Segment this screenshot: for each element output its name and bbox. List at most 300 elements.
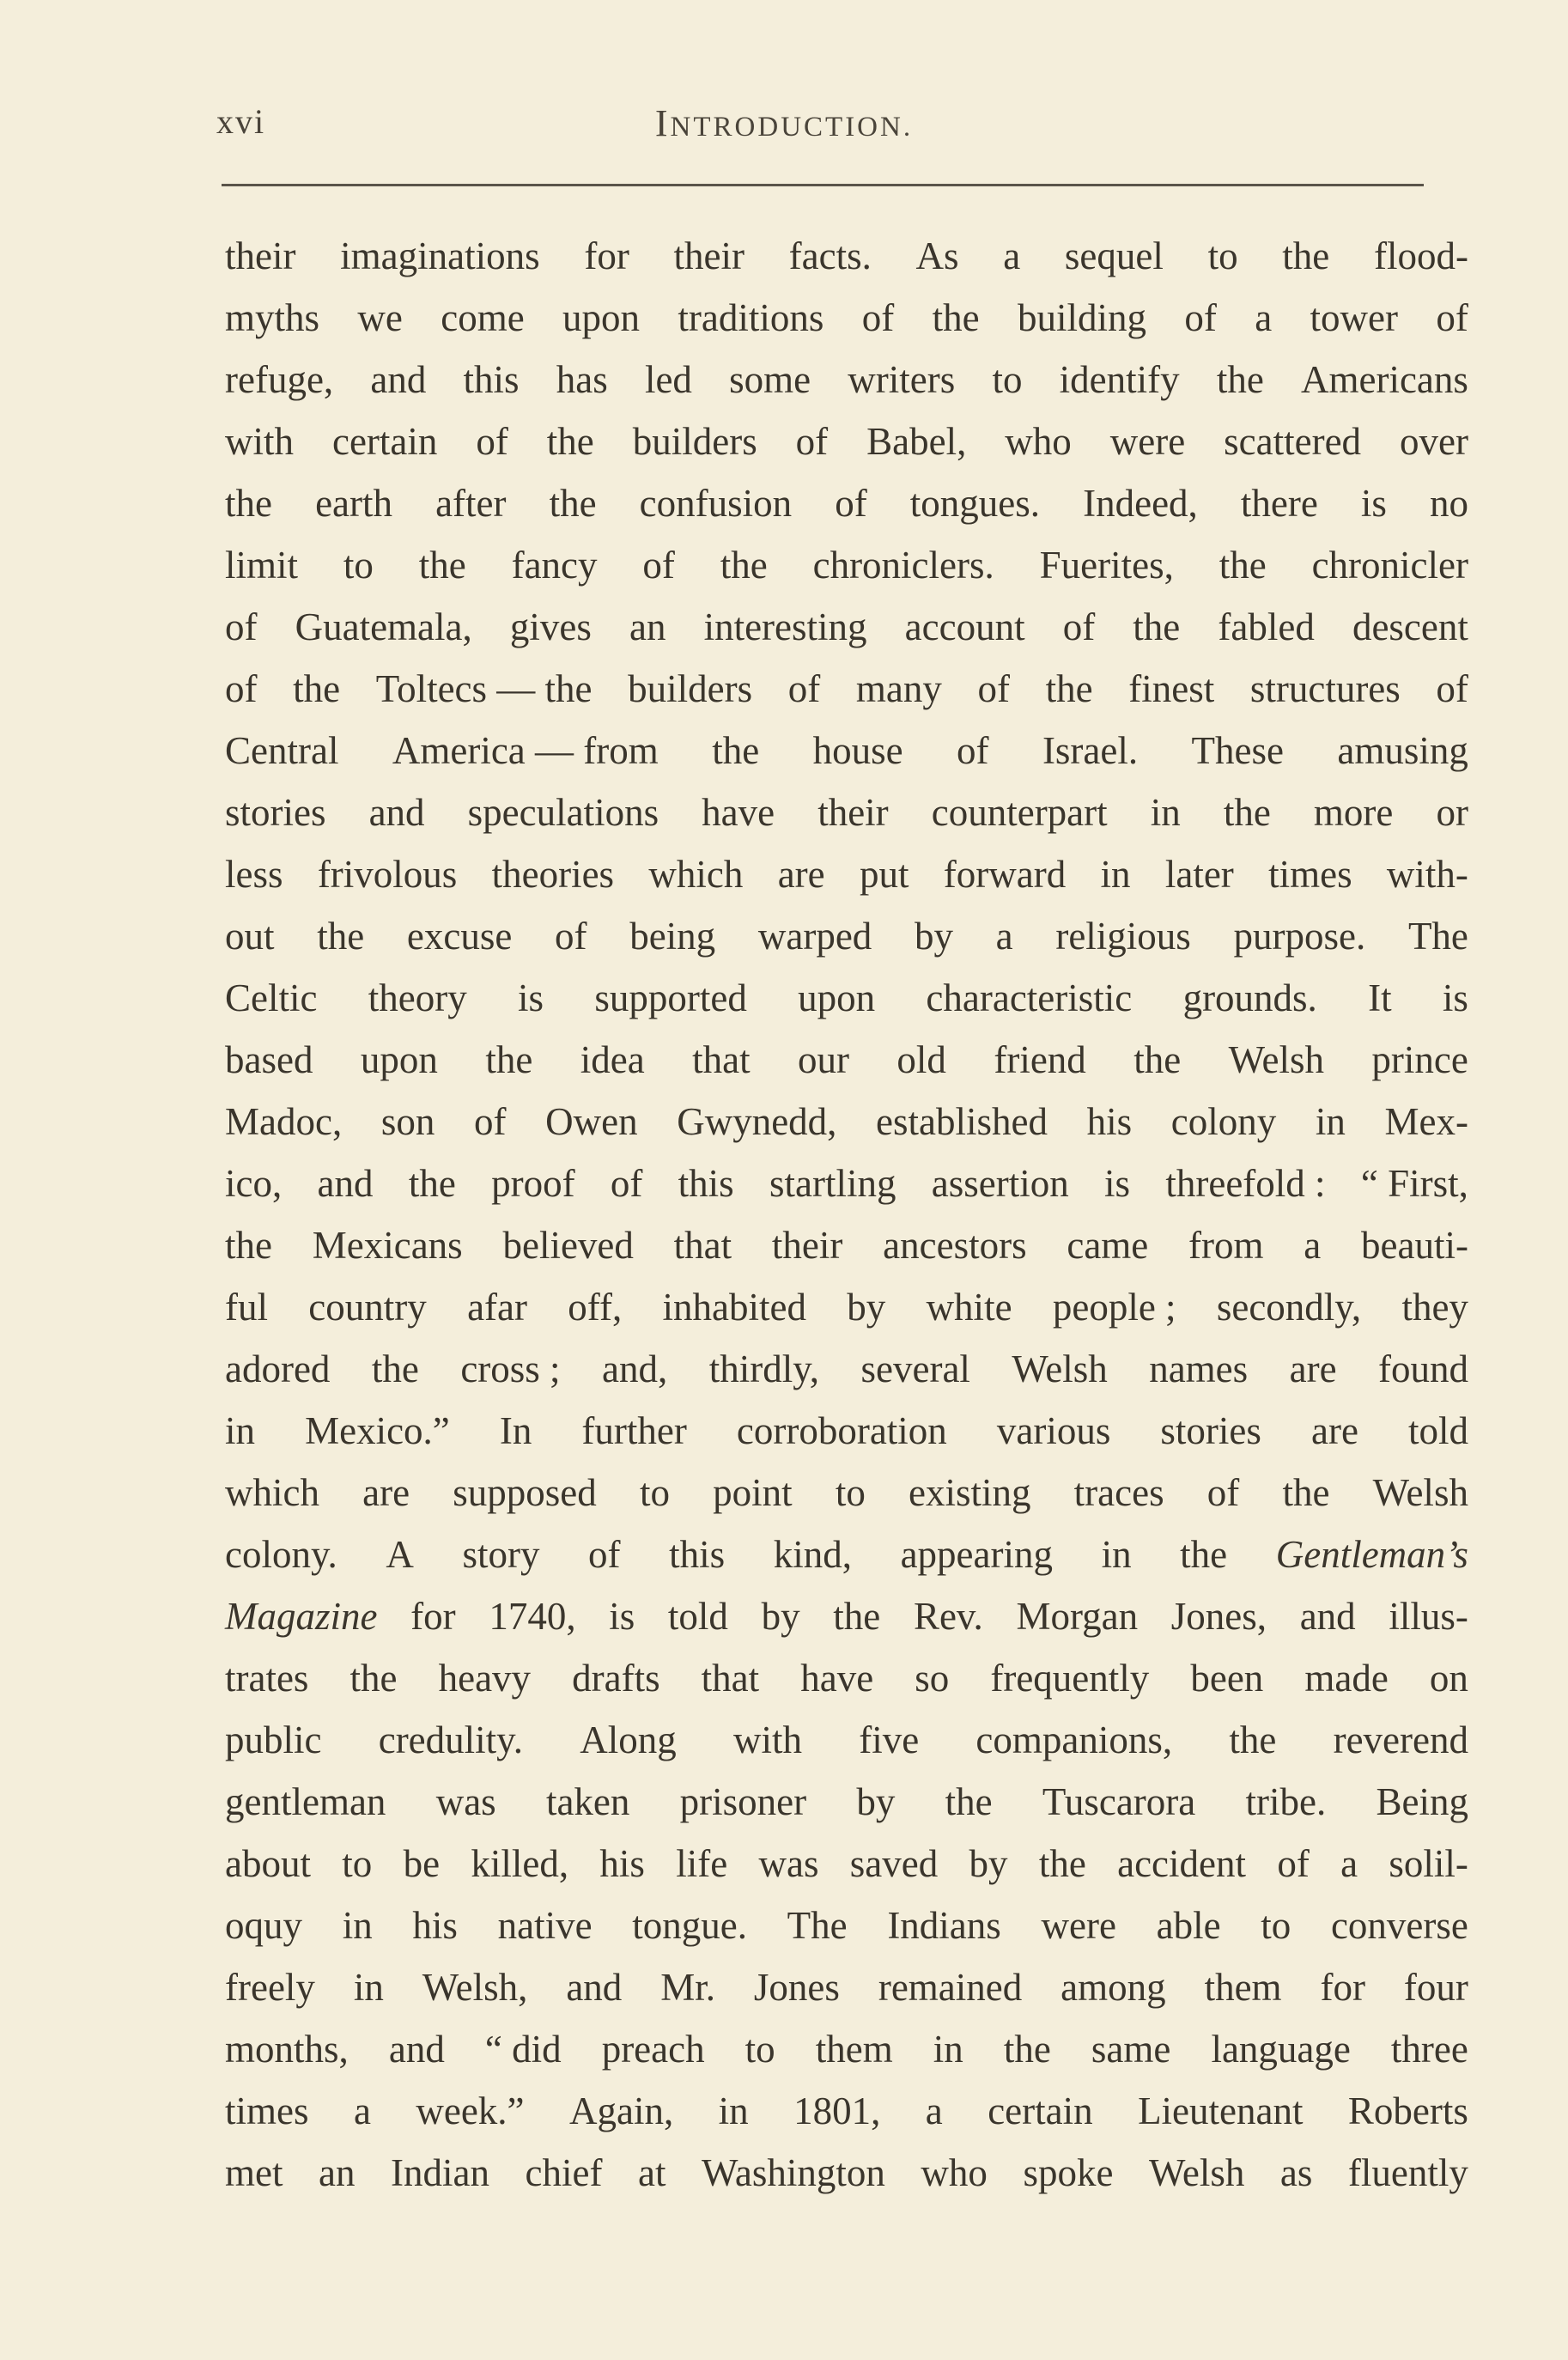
- word: over: [1400, 420, 1468, 463]
- word: Indeed,: [1083, 482, 1198, 525]
- word: Jones: [753, 1966, 840, 2009]
- word: The: [1407, 915, 1468, 958]
- word: builders: [628, 667, 753, 710]
- text-line: [225, 1091, 1468, 1153]
- word: their: [673, 234, 744, 277]
- word: a: [353, 2089, 371, 2132]
- text-line: [225, 411, 1468, 472]
- word: solil-: [1389, 1842, 1468, 1885]
- word: speculations: [467, 791, 659, 834]
- word: able: [1156, 1904, 1221, 1947]
- word: this: [669, 1533, 726, 1576]
- word: of: [1184, 296, 1217, 339]
- word: America — from: [392, 729, 659, 772]
- word: of: [610, 1162, 643, 1205]
- text-line: [225, 1647, 1468, 1709]
- word: traditions: [678, 296, 824, 339]
- word: them: [815, 2028, 893, 2071]
- word: be: [403, 1842, 441, 1885]
- word: times: [1268, 853, 1352, 896]
- word: Mexicans: [312, 1224, 463, 1267]
- word: Being: [1376, 1780, 1468, 1823]
- word: stories: [1160, 1409, 1261, 1452]
- word: for: [584, 234, 629, 277]
- word: gentleman: [225, 1780, 386, 1823]
- word: more: [1313, 791, 1394, 834]
- word: credulity.: [378, 1718, 523, 1761]
- word: in: [342, 1904, 373, 1947]
- word: characteristic: [926, 976, 1133, 1019]
- word: thirdly,: [708, 1347, 820, 1390]
- word: of: [861, 296, 895, 339]
- word: facts.: [788, 234, 872, 277]
- word: point: [713, 1471, 793, 1514]
- text-line: [225, 349, 1468, 411]
- word: off,: [568, 1286, 623, 1329]
- word: of: [1206, 1471, 1240, 1514]
- word: friend: [994, 1038, 1086, 1081]
- word: same: [1091, 2028, 1171, 2071]
- word: the: [1038, 1842, 1086, 1885]
- word: cross ;: [460, 1347, 561, 1390]
- word: people ;: [1052, 1286, 1176, 1329]
- word: Welsh: [1372, 1471, 1468, 1514]
- word: purpose.: [1233, 915, 1366, 958]
- word: Rev.: [913, 1595, 983, 1638]
- word: a: [1304, 1224, 1322, 1267]
- word: theory: [368, 976, 467, 1019]
- word: and,: [602, 1347, 668, 1390]
- word: of: [787, 667, 821, 710]
- word: their: [817, 791, 889, 834]
- word: and: [1299, 1595, 1356, 1638]
- word: Babel,: [866, 420, 967, 463]
- word: for: [410, 1595, 456, 1638]
- word: and: [566, 1966, 623, 2009]
- text-line: [225, 472, 1468, 534]
- word: native: [497, 1904, 593, 1947]
- word: excuse: [406, 915, 513, 958]
- word: Guatemala,: [295, 605, 472, 648]
- word: ful: [225, 1286, 268, 1329]
- word: Toltecs — the: [375, 667, 593, 710]
- word: the: [720, 544, 768, 587]
- text-line: [225, 1153, 1468, 1214]
- word: the: [712, 729, 760, 772]
- word: tongues.: [909, 482, 1041, 525]
- word: in: [1315, 1100, 1346, 1143]
- word: the: [1133, 605, 1181, 648]
- word: spoke: [1023, 2151, 1114, 2194]
- word: Indians: [887, 1904, 1001, 1947]
- word: from: [1188, 1224, 1264, 1267]
- word: beauti-: [1361, 1224, 1468, 1267]
- word: the: [549, 482, 597, 525]
- word: the: [418, 544, 466, 587]
- word: the: [1216, 358, 1264, 401]
- word: for: [1320, 1966, 1365, 2009]
- word: by: [761, 1595, 800, 1638]
- word: The: [787, 1904, 848, 1947]
- word: Owen: [545, 1100, 638, 1143]
- word: months,: [225, 2028, 349, 2071]
- word: the: [293, 667, 341, 710]
- text-line: [225, 1029, 1468, 1091]
- word: the: [1229, 1718, 1277, 1761]
- word: no: [1429, 482, 1468, 525]
- word: illus-: [1389, 1595, 1468, 1638]
- text-line: [225, 2142, 1468, 2204]
- word: put: [859, 853, 909, 896]
- word: they: [1401, 1286, 1468, 1329]
- word: was: [758, 1842, 819, 1885]
- word: less: [225, 853, 283, 896]
- word: told: [667, 1595, 728, 1638]
- word: four: [1403, 1966, 1468, 2009]
- word: the: [833, 1595, 881, 1638]
- word: saved: [849, 1842, 939, 1885]
- word: fluently: [1347, 2151, 1468, 2194]
- word: flood-: [1373, 234, 1468, 277]
- word: the: [1180, 1533, 1228, 1576]
- word: the: [371, 1347, 419, 1390]
- word: reverend: [1333, 1718, 1468, 1761]
- word: companions,: [975, 1718, 1173, 1761]
- word: to: [639, 1471, 670, 1514]
- word: being: [629, 915, 716, 958]
- word: upon: [798, 976, 876, 1019]
- word: made: [1304, 1657, 1389, 1700]
- text-line: [225, 843, 1468, 905]
- word: and: [317, 1162, 374, 1205]
- word: fabled: [1218, 605, 1315, 648]
- word: is: [1442, 976, 1468, 1019]
- word: A: [386, 1533, 414, 1576]
- word: forward: [943, 853, 1067, 896]
- word: an: [629, 605, 666, 648]
- word: fancy: [511, 544, 598, 587]
- word: traces: [1073, 1471, 1164, 1514]
- word: there: [1240, 482, 1318, 525]
- word: colony: [1170, 1100, 1277, 1143]
- word: of: [1436, 667, 1468, 710]
- word: kind,: [773, 1533, 852, 1576]
- word: his: [1086, 1100, 1133, 1143]
- word: accident: [1117, 1842, 1247, 1885]
- word: amusing: [1337, 729, 1468, 772]
- word: this: [678, 1162, 734, 1205]
- word: with: [732, 1718, 802, 1761]
- word: refuge,: [225, 358, 334, 401]
- word: told: [1407, 1409, 1468, 1452]
- word: of: [555, 915, 587, 958]
- word: religious: [1055, 915, 1191, 958]
- word: Welsh: [1148, 2151, 1245, 2194]
- word: his: [412, 1904, 458, 1947]
- text-line: [225, 287, 1468, 349]
- word: have: [702, 791, 775, 834]
- word: a: [925, 2089, 943, 2132]
- text-line: [225, 1214, 1468, 1276]
- word: In: [499, 1409, 532, 1452]
- word: times: [225, 2089, 309, 2132]
- word: converse: [1330, 1904, 1468, 1947]
- word: in: [1100, 853, 1131, 896]
- word: of: [225, 605, 258, 648]
- word: 1801,: [793, 2089, 881, 2132]
- word: is: [1360, 482, 1387, 525]
- word: Celtic: [225, 976, 318, 1019]
- word: limit: [225, 544, 299, 587]
- word: various: [996, 1409, 1111, 1452]
- word: with: [225, 420, 295, 463]
- word: chronicler: [1311, 544, 1468, 587]
- word: old: [896, 1038, 946, 1081]
- text-line: [225, 1771, 1468, 1833]
- word: Lieutenant: [1138, 2089, 1304, 2132]
- word: identify: [1059, 358, 1180, 401]
- word: of: [642, 544, 675, 587]
- word: the: [349, 1657, 398, 1700]
- word: trates: [225, 1657, 309, 1700]
- word: Tuscarora: [1042, 1780, 1196, 1823]
- word: in: [933, 2028, 963, 2071]
- word: prince: [1371, 1038, 1468, 1081]
- word: It: [1368, 976, 1392, 1019]
- text-line: [225, 534, 1468, 596]
- word: at: [638, 2151, 666, 2194]
- word: to: [1261, 1904, 1291, 1947]
- running-head: INTRODUCTION.: [654, 102, 914, 144]
- word: in: [225, 1409, 256, 1452]
- word: have: [800, 1657, 874, 1700]
- word: chief: [525, 2151, 603, 2194]
- word: the: [1133, 1038, 1182, 1081]
- word: taken: [545, 1780, 630, 1823]
- word: by: [969, 1842, 1008, 1885]
- word: so: [915, 1657, 950, 1700]
- word: Mexico.”: [305, 1409, 450, 1452]
- word: tower: [1310, 296, 1398, 339]
- word: Welsh,: [422, 1966, 528, 2009]
- word: tongue.: [632, 1904, 747, 1947]
- word: frequently: [990, 1657, 1150, 1700]
- word: of: [588, 1533, 621, 1576]
- word: the: [317, 915, 365, 958]
- word: by: [847, 1286, 886, 1329]
- word: descent: [1352, 605, 1468, 648]
- word: Magazine: [225, 1595, 378, 1638]
- text-line: [225, 1400, 1468, 1462]
- word: has: [556, 358, 608, 401]
- word: the: [485, 1038, 533, 1081]
- word: Again,: [568, 2089, 674, 2132]
- word: five: [859, 1718, 920, 1761]
- word: earth: [315, 482, 392, 525]
- word: upon: [562, 296, 641, 339]
- word: startling: [769, 1162, 896, 1205]
- text-line: [225, 658, 1468, 720]
- word: that: [701, 1657, 760, 1700]
- word: These: [1191, 729, 1284, 772]
- word: came: [1067, 1224, 1149, 1267]
- word: in: [353, 1966, 384, 2009]
- word: to: [342, 1842, 373, 1885]
- word: Welsh: [1012, 1347, 1108, 1390]
- word: Mr.: [660, 1966, 715, 2009]
- word: supposed: [453, 1471, 597, 1514]
- word: As: [915, 234, 959, 277]
- text-line: [225, 1276, 1468, 1338]
- word: by: [914, 915, 953, 958]
- word: proof: [491, 1162, 575, 1205]
- word: of: [225, 667, 258, 710]
- word: Jones,: [1170, 1595, 1267, 1638]
- word: Gentleman’s: [1275, 1533, 1468, 1576]
- word: chroniclers.: [812, 544, 994, 587]
- text-line: [225, 1585, 1468, 1647]
- word: later: [1164, 853, 1234, 896]
- word: imaginations: [340, 234, 540, 277]
- word: of: [835, 482, 867, 525]
- text-line: [225, 967, 1468, 1029]
- word: which: [225, 1471, 319, 1514]
- word: secondly,: [1216, 1286, 1362, 1329]
- word: a: [1003, 234, 1021, 277]
- word: interesting: [703, 605, 867, 648]
- word: that: [673, 1224, 732, 1267]
- word: preach: [601, 2028, 705, 2071]
- word: the: [1282, 234, 1330, 277]
- word: of: [476, 420, 508, 463]
- header-rule: [222, 184, 1424, 186]
- word: names: [1149, 1347, 1249, 1390]
- word: of: [473, 1100, 507, 1143]
- word: was: [435, 1780, 496, 1823]
- word: to: [1207, 234, 1238, 277]
- word: life: [676, 1842, 728, 1885]
- word: to: [343, 544, 374, 587]
- word: or: [1436, 791, 1468, 834]
- word: finest: [1128, 667, 1215, 710]
- word: supported: [594, 976, 747, 1019]
- word: been: [1190, 1657, 1264, 1700]
- word: Gwynedd,: [677, 1100, 837, 1143]
- word: of: [1062, 605, 1096, 648]
- word: warped: [757, 915, 872, 958]
- word: ancestors: [883, 1224, 1027, 1267]
- text-line: [225, 905, 1468, 967]
- word: many: [855, 667, 942, 710]
- word: frivolous: [317, 853, 458, 896]
- word: among: [1061, 1966, 1166, 2009]
- word: killed,: [471, 1842, 569, 1885]
- word: certain: [988, 2089, 1093, 2132]
- word: theories: [491, 853, 615, 896]
- word: of: [957, 729, 989, 772]
- word: structures: [1249, 667, 1401, 710]
- text-line: [225, 1462, 1468, 1524]
- word: Mex-: [1384, 1100, 1468, 1143]
- word: a: [1340, 1842, 1358, 1885]
- word: Fuerites,: [1039, 544, 1174, 587]
- word: assertion: [931, 1162, 1069, 1205]
- word: the: [1045, 667, 1093, 710]
- word: on: [1429, 1657, 1468, 1700]
- word: established: [876, 1100, 1048, 1143]
- word: believed: [502, 1224, 634, 1267]
- word: the: [1003, 2028, 1051, 2071]
- word: Israel.: [1042, 729, 1139, 772]
- word: and: [388, 2028, 445, 2071]
- text-line: [225, 782, 1468, 843]
- word: are: [1289, 1347, 1337, 1390]
- word: 1740,: [489, 1595, 576, 1638]
- word: the: [1223, 791, 1271, 834]
- word: to: [744, 2028, 775, 2071]
- word: grounds.: [1182, 976, 1317, 1019]
- word: myths: [225, 296, 320, 339]
- word: appearing: [900, 1533, 1053, 1576]
- word: in: [1150, 791, 1181, 834]
- word: the: [1219, 544, 1267, 587]
- text-line: [225, 1338, 1468, 1400]
- text-line: [225, 1833, 1468, 1895]
- word: the: [945, 1780, 993, 1823]
- text-line: [225, 2080, 1468, 2142]
- word: public: [225, 1718, 322, 1761]
- word: Central: [225, 729, 339, 772]
- word: we: [357, 296, 403, 339]
- word: adored: [225, 1347, 331, 1390]
- page-number: xvi: [216, 102, 266, 141]
- word: counterpart: [931, 791, 1108, 834]
- word: language: [1211, 2028, 1351, 2071]
- text-line: [225, 720, 1468, 782]
- word: come: [441, 296, 525, 339]
- text-line: [225, 1709, 1468, 1771]
- word: son: [380, 1100, 435, 1143]
- word: a: [995, 915, 1013, 958]
- word: with-: [1386, 853, 1468, 896]
- word: this: [463, 358, 520, 401]
- word: that: [692, 1038, 751, 1081]
- word: house: [812, 729, 903, 772]
- word: the: [408, 1162, 456, 1205]
- word: corroboration: [736, 1409, 947, 1452]
- word: building: [1017, 296, 1146, 339]
- word: scattered: [1224, 420, 1362, 463]
- word: his: [599, 1842, 645, 1885]
- word: idea: [580, 1038, 645, 1081]
- word: colony.: [225, 1533, 337, 1576]
- word: confusion: [639, 482, 793, 525]
- word: Madoc,: [225, 1100, 343, 1143]
- word: who: [921, 2151, 988, 2194]
- word: an: [319, 2151, 356, 2194]
- word: the: [225, 482, 272, 525]
- word: existing: [909, 1471, 1031, 1514]
- word: drafts: [572, 1657, 660, 1700]
- word: a: [1255, 296, 1273, 339]
- word: in: [718, 2089, 749, 2132]
- word: by: [856, 1780, 896, 1823]
- text-line: [225, 596, 1468, 658]
- word: are: [1310, 1409, 1358, 1452]
- word: further: [581, 1409, 687, 1452]
- word: in: [1101, 1533, 1132, 1576]
- word: of: [795, 420, 829, 463]
